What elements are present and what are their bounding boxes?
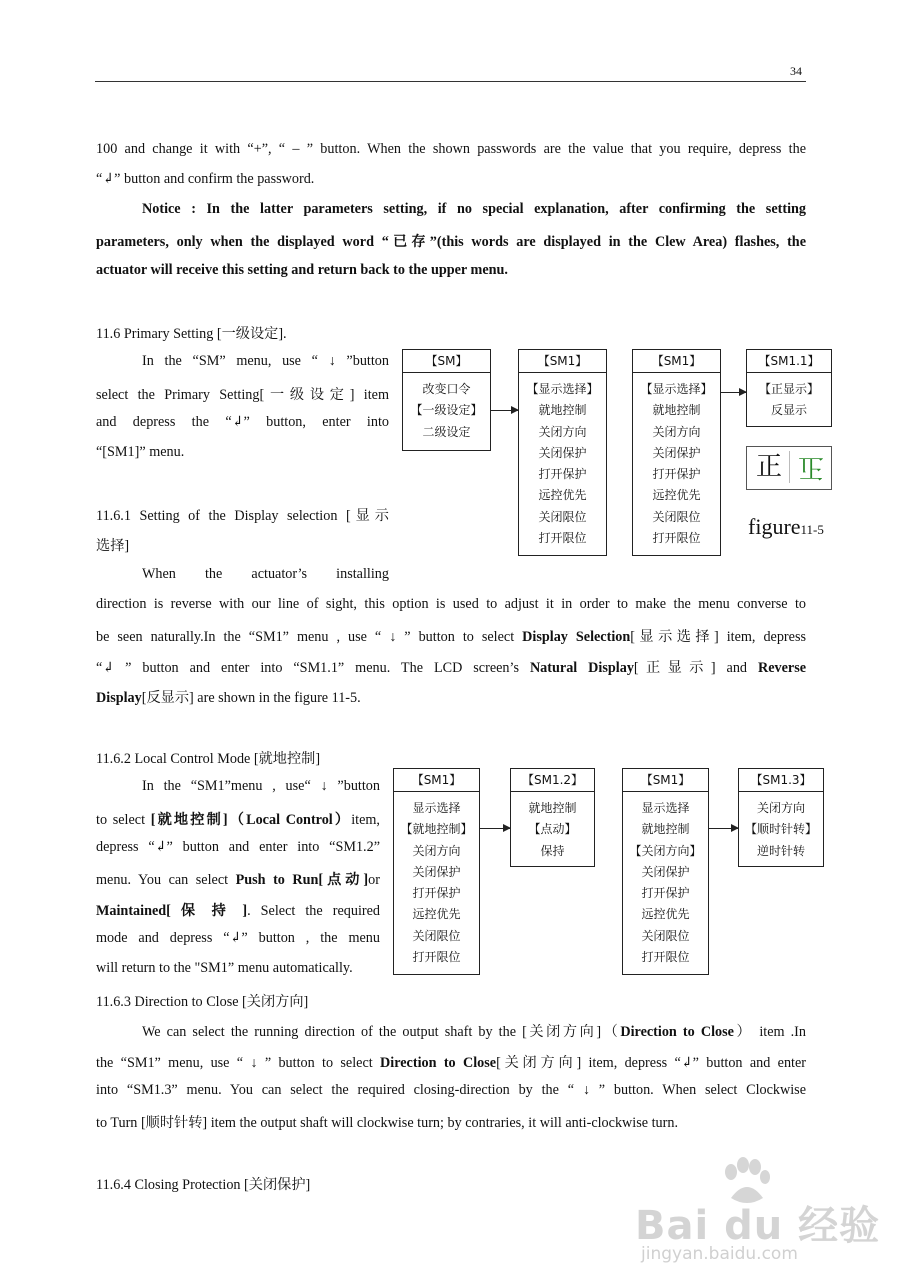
menu-item: 保持 bbox=[540, 843, 565, 858]
menu-item: 就地控制 bbox=[538, 403, 587, 418]
menu-item: 关闭保护 bbox=[412, 864, 461, 879]
s116-line-1: In the “SM” menu, use “ ↓ ”button bbox=[142, 353, 389, 369]
menu-item: 反显示 bbox=[770, 403, 807, 418]
menu-item: 远控优先 bbox=[652, 488, 701, 503]
menu-title: 【SM1.2】 bbox=[511, 769, 594, 792]
menu-item: 关闭限位 bbox=[652, 509, 701, 524]
section-11-6-4-heading: 11.6.4 Closing Protection [关闭保护] bbox=[96, 1177, 311, 1193]
s1162-line-3: depress “↲” button and enter into “SM1.2” bbox=[96, 839, 380, 855]
menu-item: 【就地控制】 bbox=[400, 822, 473, 837]
menu-item: 显示选择 bbox=[412, 801, 461, 815]
menu-title: 【SM1.1】 bbox=[747, 350, 831, 373]
section-11-6-1-heading-cont: 选择] bbox=[96, 538, 130, 554]
menu-item: 【一级设定】 bbox=[410, 403, 483, 418]
menu-box-sm1-2 bbox=[510, 768, 595, 867]
notice-line-3: actuator will receive this setting and return back to the upper menu. bbox=[96, 262, 508, 278]
menu-item: 改变口令 bbox=[422, 382, 471, 396]
menu-item: 逆时针转 bbox=[756, 843, 805, 858]
lcd-display-sample bbox=[746, 446, 832, 490]
menu-item: 二级设定 bbox=[422, 424, 471, 439]
watermark-url: jingyan.baidu.com bbox=[641, 1244, 798, 1264]
s116-line-4: “[SM1]” menu. bbox=[96, 444, 185, 460]
section-11-6-1-heading: 11.6.1 Setting of the Display selection [显示 bbox=[96, 508, 389, 524]
intro-line-1: 100 and change it with “+”, “ – ” button. When the shown passwords are the value that you require, depress the bbox=[96, 141, 806, 157]
menu-item: 远控优先 bbox=[412, 907, 461, 922]
menu-item: 打开保护 bbox=[412, 886, 461, 901]
menu-title: 【SM】 bbox=[403, 350, 490, 373]
menu-item: 关闭方向 bbox=[756, 801, 805, 815]
arrow-right-icon bbox=[491, 410, 518, 411]
menu-item: 打开保护 bbox=[538, 467, 587, 482]
menu-item: 【关闭方向】 bbox=[629, 843, 702, 858]
lcd-reverse-glyph: 正 bbox=[797, 452, 824, 482]
menu-item: 【显示选择】 bbox=[640, 382, 713, 396]
s1163-line-3: into “SM1.3” menu. You can select the required closing-direction by the “ ↓ ” button. When select Clockwise bbox=[96, 1082, 806, 1098]
menu-box-sm1-local bbox=[393, 768, 480, 975]
arrow-right-icon bbox=[709, 828, 738, 829]
s1163-line-2: the “SM1” menu, use “ ↓ ” button to select Direction to Close[关闭方向] item, depress “↲” button and enter bbox=[96, 1055, 806, 1071]
s1163-line-4: to Turn [顺时针转] item the output shaft will clockwise turn; by contraries, it will anti-clockwise turn. bbox=[96, 1115, 678, 1131]
menu-item: 关闭方向 bbox=[412, 843, 461, 858]
menu-box-sm bbox=[402, 349, 491, 451]
menu-box-sm1-direction bbox=[622, 768, 709, 975]
s1162-line-7: will return to the "SM1” menu automatically. bbox=[96, 960, 353, 976]
menu-item: 关闭保护 bbox=[538, 445, 587, 460]
menu-item: 打开限位 bbox=[652, 531, 701, 546]
s1162-line-4: menu. You can select Push to Run[点动]or bbox=[96, 872, 380, 888]
menu-item: 就地控制 bbox=[652, 403, 701, 418]
s1161-line-3: be seen naturally.In the “SM1” menu , use “ ↓ ” button to select Display Selection[显示选择] item, depress bbox=[96, 629, 806, 645]
figure-caption: figure11-5 bbox=[748, 514, 824, 539]
menu-item: 关闭保护 bbox=[652, 445, 701, 460]
s1162-line-6: mode and depress “↲” button , the menu bbox=[96, 930, 380, 946]
header-rule bbox=[95, 81, 805, 82]
s1161-line-1: When the actuator’s installing bbox=[142, 566, 389, 582]
section-11-6-heading: 11.6 Primary Setting [一级设定]. bbox=[96, 326, 287, 342]
menu-box-sm1-second bbox=[632, 349, 721, 556]
page-number-rule bbox=[786, 81, 806, 82]
s1162-line-5: Maintained[ 保 持 ]. Select the required bbox=[96, 903, 381, 919]
s1162-line-2: to select [就地控制]（Local Control）item, bbox=[96, 812, 380, 828]
menu-item: 打开限位 bbox=[641, 950, 690, 965]
menu-item: 关闭方向 bbox=[538, 424, 587, 439]
menu-title: 【SM1】 bbox=[623, 769, 708, 792]
menu-item: 显示选择 bbox=[641, 801, 690, 815]
intro-line-2: “↲” button and confirm the password. bbox=[96, 171, 315, 187]
menu-item: 【顺时针转】 bbox=[744, 822, 817, 837]
section-11-6-2-heading: 11.6.2 Local Control Mode [就地控制] bbox=[96, 751, 321, 767]
s116-line-2: select the Primary Setting[一级设定] item bbox=[96, 387, 389, 403]
menu-box-sm1-3 bbox=[738, 768, 824, 867]
menu-item: 【显示选择】 bbox=[526, 382, 599, 396]
s1162-line-1: In the “SM1”menu , use“ ↓ ”button bbox=[142, 778, 380, 794]
menu-item: 打开保护 bbox=[652, 467, 701, 482]
menu-title: 【SM1】 bbox=[633, 350, 720, 373]
menu-item: 关闭方向 bbox=[652, 424, 701, 439]
menu-item: 【正显示】 bbox=[758, 382, 819, 396]
s1161-line-5: Display[反显示] are shown in the figure 11-5. bbox=[96, 690, 361, 706]
menu-title: 【SM1】 bbox=[394, 769, 479, 792]
menu-item: 打开限位 bbox=[538, 531, 587, 546]
menu-item: 就地控制 bbox=[641, 822, 690, 837]
menu-title: 【SM1.3】 bbox=[739, 769, 823, 792]
menu-item: 就地控制 bbox=[528, 801, 577, 815]
menu-item: 打开限位 bbox=[412, 950, 461, 965]
menu-item: 关闭限位 bbox=[412, 928, 461, 943]
section-11-6-3-heading: 11.6.3 Direction to Close [关闭方向] bbox=[96, 994, 309, 1010]
watermark-brand: Bai du 经验 bbox=[635, 1203, 881, 1249]
s1161-line-4: “↲ ” button and enter into “SM1.1” menu. The LCD screen’s Natural Display[正显示] and Reverse bbox=[96, 660, 807, 676]
notice-line-2: parameters, only when the displayed word “已存”(this words are displayed in the Clew Area) flashes, the bbox=[96, 234, 806, 250]
arrow-right-icon bbox=[480, 828, 510, 829]
lcd-normal-glyph: 正 bbox=[755, 452, 782, 482]
menu-item: 关闭保护 bbox=[641, 864, 690, 879]
menu-title: 【SM1】 bbox=[519, 350, 606, 373]
menu-item: 远控优先 bbox=[538, 488, 587, 503]
menu-box-sm1-1 bbox=[746, 349, 832, 427]
menu-item: 关闭限位 bbox=[538, 509, 587, 524]
menu-item: 【点动】 bbox=[528, 822, 577, 837]
notice-line-1: Notice : In the latter parameters setting, if no special explanation, after confirming the setting bbox=[142, 201, 806, 217]
menu-item: 远控优先 bbox=[641, 907, 690, 922]
s1163-line-1: We can select the running direction of the output shaft by the [关闭方向]（Direction to Close） item .In bbox=[142, 1024, 807, 1040]
lcd-divider bbox=[789, 451, 790, 483]
s1161-line-2: direction is reverse with our line of sight, this option is used to adjust it in order to make the menu converse to bbox=[96, 596, 806, 612]
arrow-right-icon bbox=[721, 392, 746, 393]
menu-box-sm1 bbox=[518, 349, 607, 556]
page-number: 34 bbox=[790, 64, 802, 78]
s116-line-3: and depress the “↲” button, enter into bbox=[96, 414, 389, 430]
menu-item: 打开保护 bbox=[641, 886, 690, 901]
baidu-watermark bbox=[635, 1156, 881, 1266]
menu-item: 关闭限位 bbox=[641, 928, 690, 943]
